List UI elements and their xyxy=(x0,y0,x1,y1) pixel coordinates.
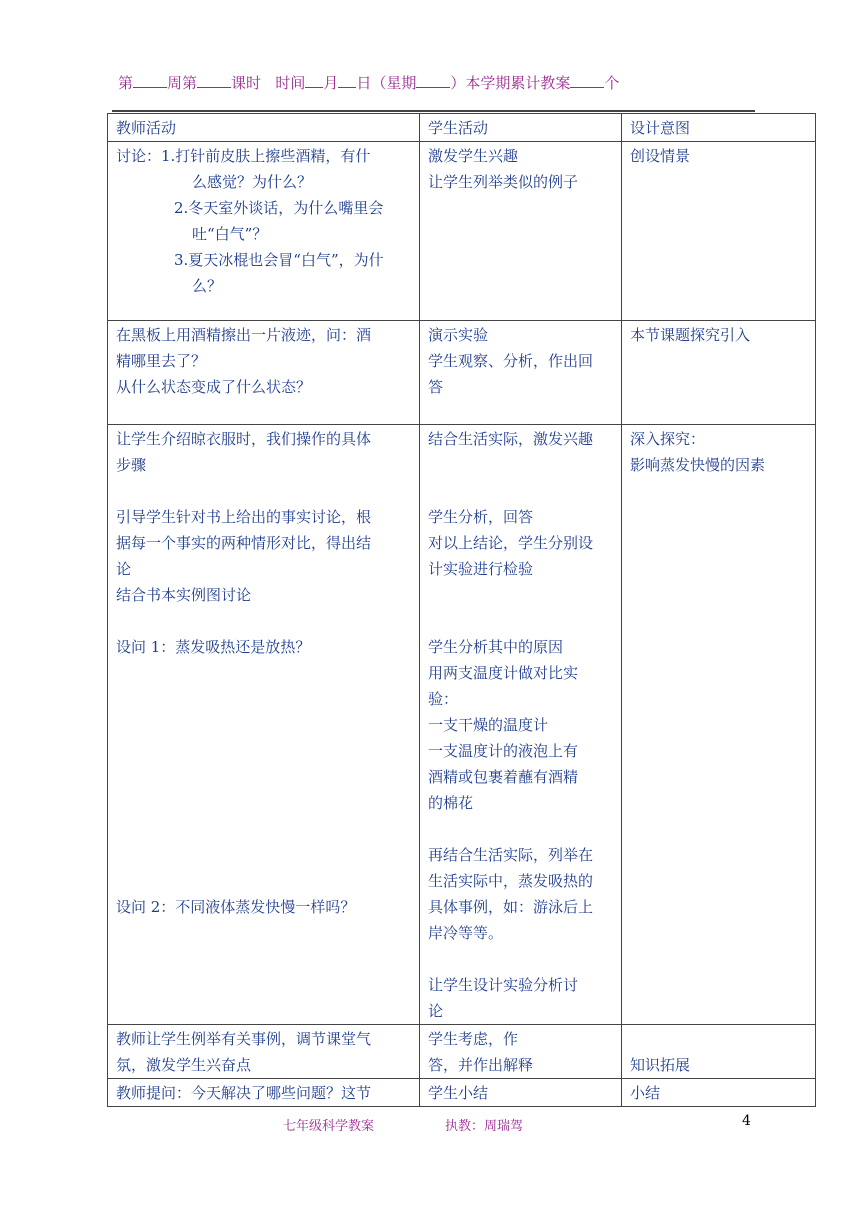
student-line: 计实验进行检验 xyxy=(428,560,534,578)
teacher-line: 从什么状态变成了什么状态？ xyxy=(116,378,312,396)
student-line: 让学生列举类似的例子 xyxy=(428,173,579,191)
student-activity-cell xyxy=(420,1025,622,1079)
design-intent-cell: 本节课题探究引入 xyxy=(622,321,816,425)
lesson-header xyxy=(118,72,758,93)
student-line: 论 xyxy=(428,1002,444,1020)
student-activity-cell xyxy=(420,321,622,425)
blank-week xyxy=(133,72,167,88)
teacher-line: 结合书本实例图讨论 xyxy=(116,586,252,604)
student-line: 答，并作出解释 xyxy=(428,1056,534,1074)
student-activity-cell: 学生小结 xyxy=(420,1079,622,1107)
table-header-row xyxy=(108,114,816,142)
header-ri: 日（星期 xyxy=(356,74,417,92)
footer-course: 七年级科学教案 xyxy=(283,1119,375,1134)
blank-weekday xyxy=(416,72,450,88)
student-line: 学生分析其中的原因 xyxy=(428,638,564,656)
teacher-activity-cell xyxy=(108,321,420,425)
page-number: 4 xyxy=(742,1113,751,1129)
teacher-line: 论 xyxy=(116,560,132,578)
student-line: 对以上结论，学生分别设 xyxy=(428,534,594,552)
student-line: 学生观察、分析，作出回 xyxy=(428,352,594,370)
teacher-line: 步骤 xyxy=(116,456,147,474)
student-line: 用两支温度计做对比实 xyxy=(428,664,579,682)
blank-month xyxy=(305,72,323,88)
header-yue: 月 xyxy=(323,74,339,92)
discussion-line: 吐“白气”？ xyxy=(192,225,268,243)
design-intent-cell xyxy=(622,425,816,1025)
teacher-line: 据每一个事实的两种情形对比，得出结 xyxy=(116,534,372,552)
teacher-line: 精哪里去了？ xyxy=(116,352,207,370)
teacher-line: 在黑板上用酒精擦出一片液迹，问：酒 xyxy=(116,326,372,344)
teacher-line: 氛，激发学生兴奋点 xyxy=(116,1056,252,1074)
blank-period xyxy=(197,72,231,88)
footer-teacher: 执教：周瑞驾 xyxy=(445,1119,524,1134)
intent-line: 深入探究： xyxy=(630,430,706,448)
student-line: 的棉花 xyxy=(428,794,474,812)
student-line: 学生考虑，作 xyxy=(428,1030,519,1048)
student-line: 答 xyxy=(428,378,444,396)
teacher-line: 让学生介绍晾衣服时，我们操作的具体 xyxy=(116,430,372,448)
question-1: 设问 1：蒸发吸热还是放热？ xyxy=(116,638,311,656)
table-row xyxy=(108,1025,816,1079)
design-intent-cell: 创设情景 xyxy=(622,142,816,321)
discussion-line: 么感觉？为什么？ xyxy=(192,173,313,191)
teacher-line: 教师让学生例举有关事例，调节课堂气 xyxy=(116,1030,372,1048)
header-zhou-di: 周第 xyxy=(167,74,198,92)
student-line: 验： xyxy=(428,690,459,708)
design-intent-cell xyxy=(622,1025,816,1079)
discussion-line: 么？ xyxy=(192,277,223,295)
student-activity-cell xyxy=(420,142,622,321)
student-line: 学生分析，回答 xyxy=(428,508,534,526)
student-line: 演示实验 xyxy=(428,326,489,344)
design-intent-cell: 小结 xyxy=(622,1079,816,1107)
student-line: 岸冷等等。 xyxy=(428,924,504,942)
student-line: 一支温度计的液泡上有 xyxy=(428,742,579,760)
blank-count xyxy=(570,72,604,88)
student-line: 酒精或包裹着蘸有酒精 xyxy=(428,768,579,786)
table-row xyxy=(108,1079,816,1107)
teacher-activity-cell: 教师提问：今天解决了哪些问题？这节 xyxy=(108,1079,420,1107)
student-line: 激发学生兴趣 xyxy=(428,147,519,165)
question-2: 设问 2：不同液体蒸发快慢一样吗？ xyxy=(116,898,356,916)
table-row xyxy=(108,142,816,321)
discussion-line: 3.夏天冰棍也会冒“白气”，为什 xyxy=(174,251,384,269)
blank-day xyxy=(338,72,356,88)
lesson-plan-table xyxy=(107,113,816,1107)
student-line: 结合生活实际，激发兴趣 xyxy=(428,430,594,448)
header-shijian: 时间 xyxy=(275,74,306,92)
table-row xyxy=(108,425,816,1025)
student-line: 具体事例，如：游泳后上 xyxy=(428,898,594,916)
teacher-activity-cell xyxy=(108,1025,420,1079)
intent-line: 知识拓展 xyxy=(630,1056,691,1074)
intent-line: 影响蒸发快慢的因素 xyxy=(630,456,766,474)
header-design-intent: 设计意图 xyxy=(622,114,816,142)
table-row xyxy=(108,321,816,425)
header-close: ）本学期累计教案 xyxy=(450,74,571,92)
student-line: 生活实际中，蒸发吸热的 xyxy=(428,872,594,890)
discussion-line: 2.冬天室外谈话，为什么嘴里会 xyxy=(174,199,384,217)
header-rule xyxy=(112,110,755,112)
header-student-activity: 学生活动 xyxy=(420,114,622,142)
student-activity-cell xyxy=(420,425,622,1025)
student-line: 一支干燥的温度计 xyxy=(428,716,549,734)
teacher-activity-cell xyxy=(108,142,420,321)
header-keshi: 课时 xyxy=(231,74,262,92)
discussion-line: 讨论：1.打针前皮肤上擦些酒精，有什 xyxy=(116,147,371,165)
teacher-line: 引导学生针对书上给出的事实讨论，根 xyxy=(116,508,372,526)
student-line: 再结合生活实际，列举在 xyxy=(428,846,594,864)
student-line: 让学生设计实验分析讨 xyxy=(428,976,579,994)
header-teacher-activity: 教师活动 xyxy=(108,114,420,142)
header-di: 第 xyxy=(118,74,134,92)
header-ge: 个 xyxy=(604,74,620,92)
teacher-activity-cell xyxy=(108,425,420,1025)
